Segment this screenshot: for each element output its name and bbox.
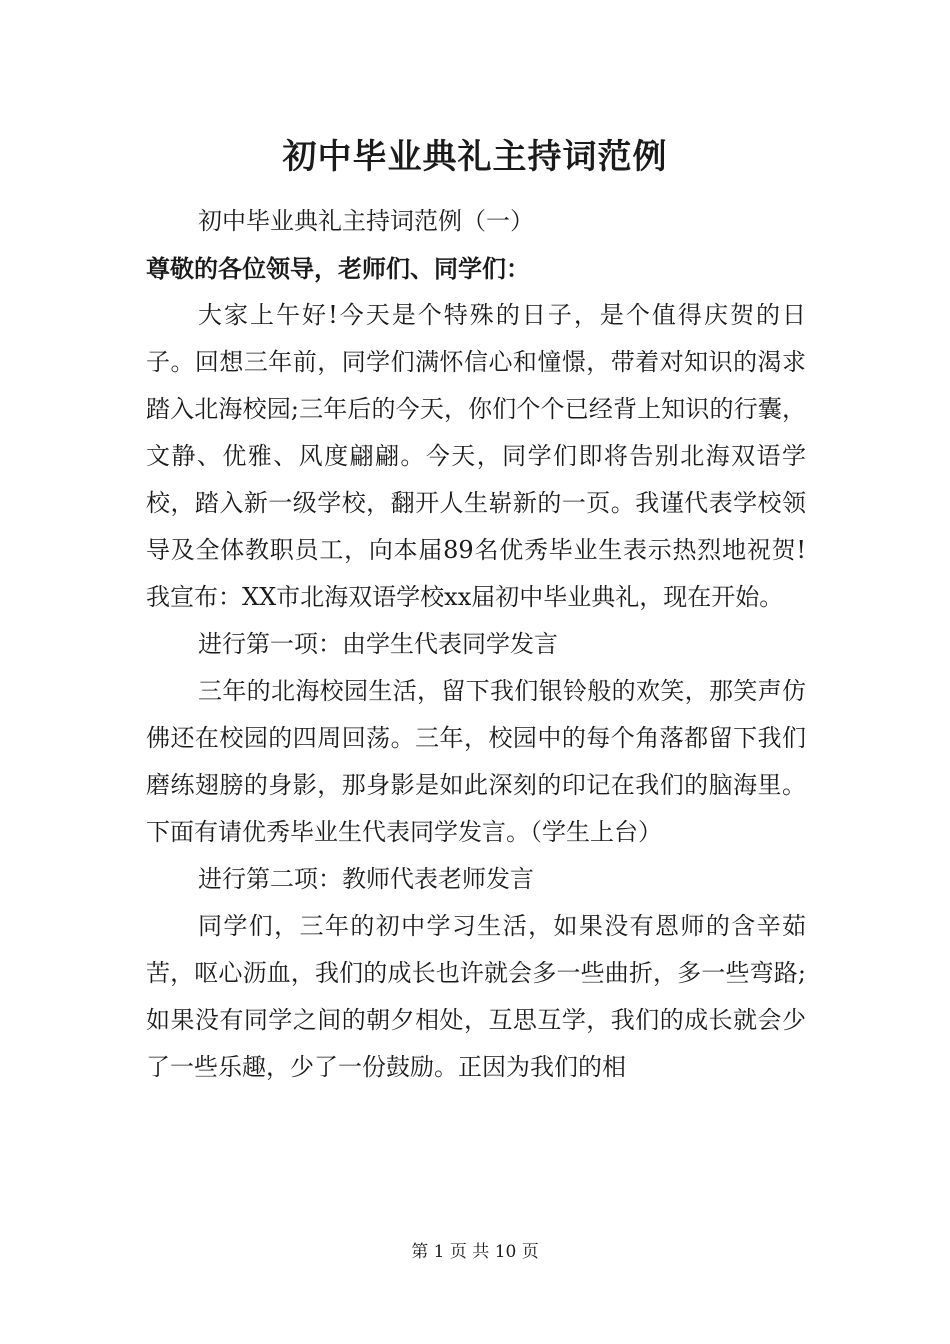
document-body [146,198,806,1091]
paragraph-student-intro: 三年的北海校园生活，留下我们银铃般的欢笑，那笑声仿佛还在校园的四周回荡。三年，校园中的每个角落都留下我们磨练翅膀的身影，那身影是如此深刻的印记在我们的脑海里。下面有请优秀毕业生代表同学发言。（学生上台） [146,677,806,846]
document-subtitle: 初中毕业典礼主持词范例（一） [198,207,534,235]
salutation: 尊敬的各位领导，老师们、同学们： [146,254,530,283]
document-title: 初中毕业典礼主持词范例 [282,137,668,177]
agenda-item-2: 进行第二项：教师代表老师发言 [198,865,534,893]
agenda-item-1: 进行第一项：由学生代表同学发言 [198,630,558,658]
paragraph-opening: 大家上午好!今天是个特殊的日子，是个值得庆贺的日子。回想三年前，同学们满怀信心和憧憬，带着对知识的渴求踏入北海校园;三年后的今天，你们个个已经背上知识的行囊，文静、优雅、风度翩翩。今天，同学们即将告别北海双语学校，踏入新一级学校，翻开人生崭新的一页。我谨代表学校领导及全体教职员工，向本届89名优秀毕业生表示热烈地祝贺!我宣布：XX市北海双语学校xx届初中毕业典礼，现在开始。 [146,301,806,611]
page-number-footer: 第 1 页 共 10 页 [411,1242,539,1262]
paragraph-teacher-intro: 同学们，三年的初中学习生活，如果没有恩师的含辛茹苦，呕心沥血，我们的成长也许就会多一些曲折，多一些弯路;如果没有同学之间的朝夕相处，互思互学，我们的成长就会少了一些乐趣，少了一份鼓励。正因为我们的相 [146,912,806,1081]
